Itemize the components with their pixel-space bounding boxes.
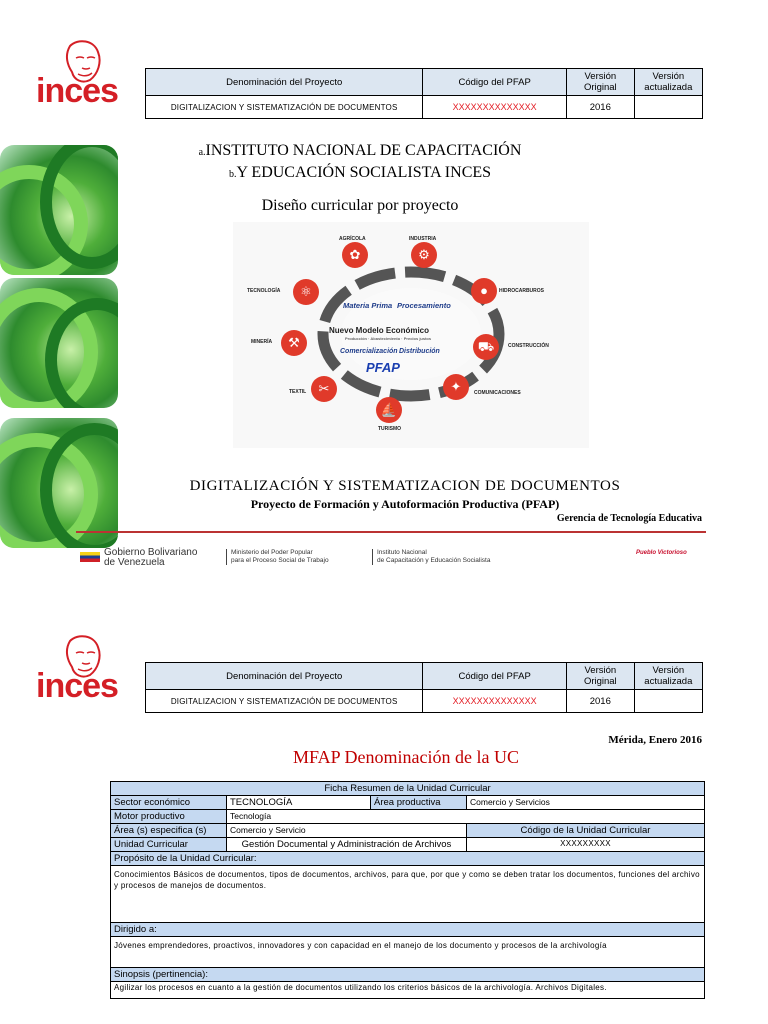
codigo-uc-value: XXXXXXXXX [467, 838, 705, 852]
inces-logo-2 [36, 633, 146, 713]
unidad-curricular-value: Gestión Documental y Administración de Archivos [227, 838, 467, 852]
codigo-uc-label: Código de la Unidad Curricular [467, 824, 705, 838]
gov-instituto: Instituto Nacional de Capacitación y Educación Socialista [372, 549, 490, 565]
motor-value: Tecnología [227, 810, 705, 824]
economic-model-diagram [233, 222, 589, 448]
list-marker-a: a. [198, 147, 206, 158]
turismo-icon: ⛵ [376, 397, 402, 423]
inces-logo [36, 38, 146, 118]
ficha-resumen-table [110, 781, 705, 999]
node-label-construccion: CONSTRUCCIÓN [508, 343, 549, 349]
proposito-text: Conocimientos Básicos de documentos, tipos de documentos, archivos, para que, por que y como se deben tratar los documentos, funciones del archivo y procesos de manejos de documentos. [111, 866, 705, 923]
version-actualizada-cell [634, 690, 702, 713]
mineria-icon: ⚒ [281, 330, 307, 356]
list-marker-b: b. [228, 169, 237, 180]
header-version-actualizada: Versión actualizada [634, 69, 702, 96]
ficha-title: Ficha Resumen de la Unidad Curricular [111, 782, 705, 796]
header-denominacion: Denominación del Proyecto [146, 663, 423, 690]
diagram-center-label: Nuevo Modelo Económico [329, 326, 430, 335]
project-name-cell: DIGITALIZACION Y SISTEMATIZACIÓN DE DOCUMENTOS [146, 96, 423, 119]
green-ring-image-3 [0, 418, 118, 548]
version-actualizada-cell [634, 96, 702, 119]
sinopsis-text: Agilizar los procesos en cuanto a la gestión de documentos utilizando los criterios básicos de la archivología. Archivos Digitales. [111, 982, 705, 999]
agricola-icon: ✿ [342, 242, 368, 268]
motor-label: Motor productivo [111, 810, 227, 824]
mfap-title: MFAP Denominación de la UC [293, 747, 519, 767]
proposito-label: Propósito de la Unidad Curricular: [111, 852, 705, 866]
header-denominacion: Denominación del Proyecto [146, 69, 423, 96]
gov-ministerio: Ministerio del Poder Popular para el Proceso Social de Trabajo [226, 549, 329, 565]
institute-line-b: Y EDUCACIÓN SOCIALISTA INCES [236, 164, 492, 181]
curriculum-subtitle: Diseño curricular por proyecto [261, 197, 459, 214]
document-subtitle: Proyecto de Formación y Autoformación Productiva (PFAP) [250, 497, 560, 511]
industria-gear-icon: ⚙ [411, 242, 437, 268]
tecnologia-atom-icon: ⚛ [293, 279, 319, 305]
node-label-mineria: MINERÍA [251, 339, 273, 345]
hidrocarburos-drop-icon: ● [471, 278, 497, 304]
unidad-curricular-label: Unidad Curricular [111, 838, 227, 852]
project-code-cell: XXXXXXXXXXXXXX [423, 690, 567, 713]
areas-especificas-label: Área (s) especifica (s) [111, 824, 227, 838]
project-info-table [145, 68, 703, 119]
area-productiva-value: Comercio y Servicios [467, 796, 705, 810]
logo-wordmark: inces [36, 72, 118, 110]
comunicaciones-satellite-icon: ✦ [443, 374, 469, 400]
node-label-textil: TEXTIL [289, 389, 307, 395]
node-label-hidrocarburos: HIDROCARBUROS [499, 288, 544, 294]
pfap-badge: PFAP [366, 360, 400, 375]
sector-label: Sector económico [111, 796, 227, 810]
version-original-cell: 2016 [566, 690, 634, 713]
version-original-cell: 2016 [566, 96, 634, 119]
header-version-original: Versión Original [566, 663, 634, 690]
node-label-agricola: AGRÍCOLA [339, 236, 366, 242]
date-location: Mérida, Enero 2016 [608, 734, 702, 746]
sinopsis-label: Sinopsis (pertinencia): [111, 968, 705, 982]
ring-label-materia-prima: Materia Prima [343, 301, 393, 310]
ring-label-procesamiento: Procesamiento [397, 301, 451, 310]
document-title: DIGITALIZACIÓN Y SISTEMATIZACION DE DOCUMENTOS [189, 478, 621, 494]
ring-label-comercializacion: Comercialización [340, 348, 398, 355]
footer-divider [76, 531, 706, 533]
green-ring-image-1 [0, 145, 118, 275]
diagram-center-sub: Producción · Abastecimiento · Precios justos [345, 336, 432, 341]
node-label-turismo: TURISMO [378, 426, 402, 432]
ring-label-distribucion: Distribución [399, 348, 440, 355]
slogan-logo: Pueblo Victorioso [636, 550, 687, 556]
institute-heading [150, 141, 570, 185]
node-label-industria: INDUSTRIA [409, 236, 437, 242]
node-label-tecnologia: TECNOLOGÍA [247, 288, 281, 294]
construccion-icon: ⛟ [473, 334, 499, 360]
project-name-cell: DIGITALIZACION Y SISTEMATIZACIÓN DE DOCUMENTOS [146, 690, 423, 713]
header-version-actualizada: Versión actualizada [634, 663, 702, 690]
dirigido-label: Dirigido a: [111, 923, 705, 937]
gov-bolivariano: Gobierno Bolivariano de Venezuela [104, 547, 198, 568]
header-codigo: Código del PFAP [423, 69, 567, 96]
institute-line-a: INSTITUTO NACIONAL DE CAPACITACIÓN [205, 142, 522, 159]
gerencia-label: Gerencia de Tecnología Educativa [556, 513, 702, 524]
project-code-cell: XXXXXXXXXXXXXX [423, 96, 567, 119]
sector-value: TECNOLOGÍA [227, 796, 371, 810]
dirigido-text: Jóvenes emprendedores, proactivos, innovadores y con capacidad en el manejo de los documento y procesos de la archivología [111, 937, 705, 968]
logo-wordmark-2: inces [36, 667, 118, 705]
header-version-original: Versión Original [566, 69, 634, 96]
government-footer [80, 548, 710, 568]
areas-especificas-value: Comercio y Servicio [227, 824, 467, 838]
project-info-table-2 [145, 662, 703, 713]
node-label-comunicaciones: COMUNICACIONES [474, 390, 521, 396]
venezuela-flag-icon [80, 552, 100, 562]
area-productiva-label: Área productiva [371, 796, 467, 810]
header-codigo: Código del PFAP [423, 663, 567, 690]
textil-icon: ✂ [311, 376, 337, 402]
green-ring-image-2 [0, 278, 118, 408]
